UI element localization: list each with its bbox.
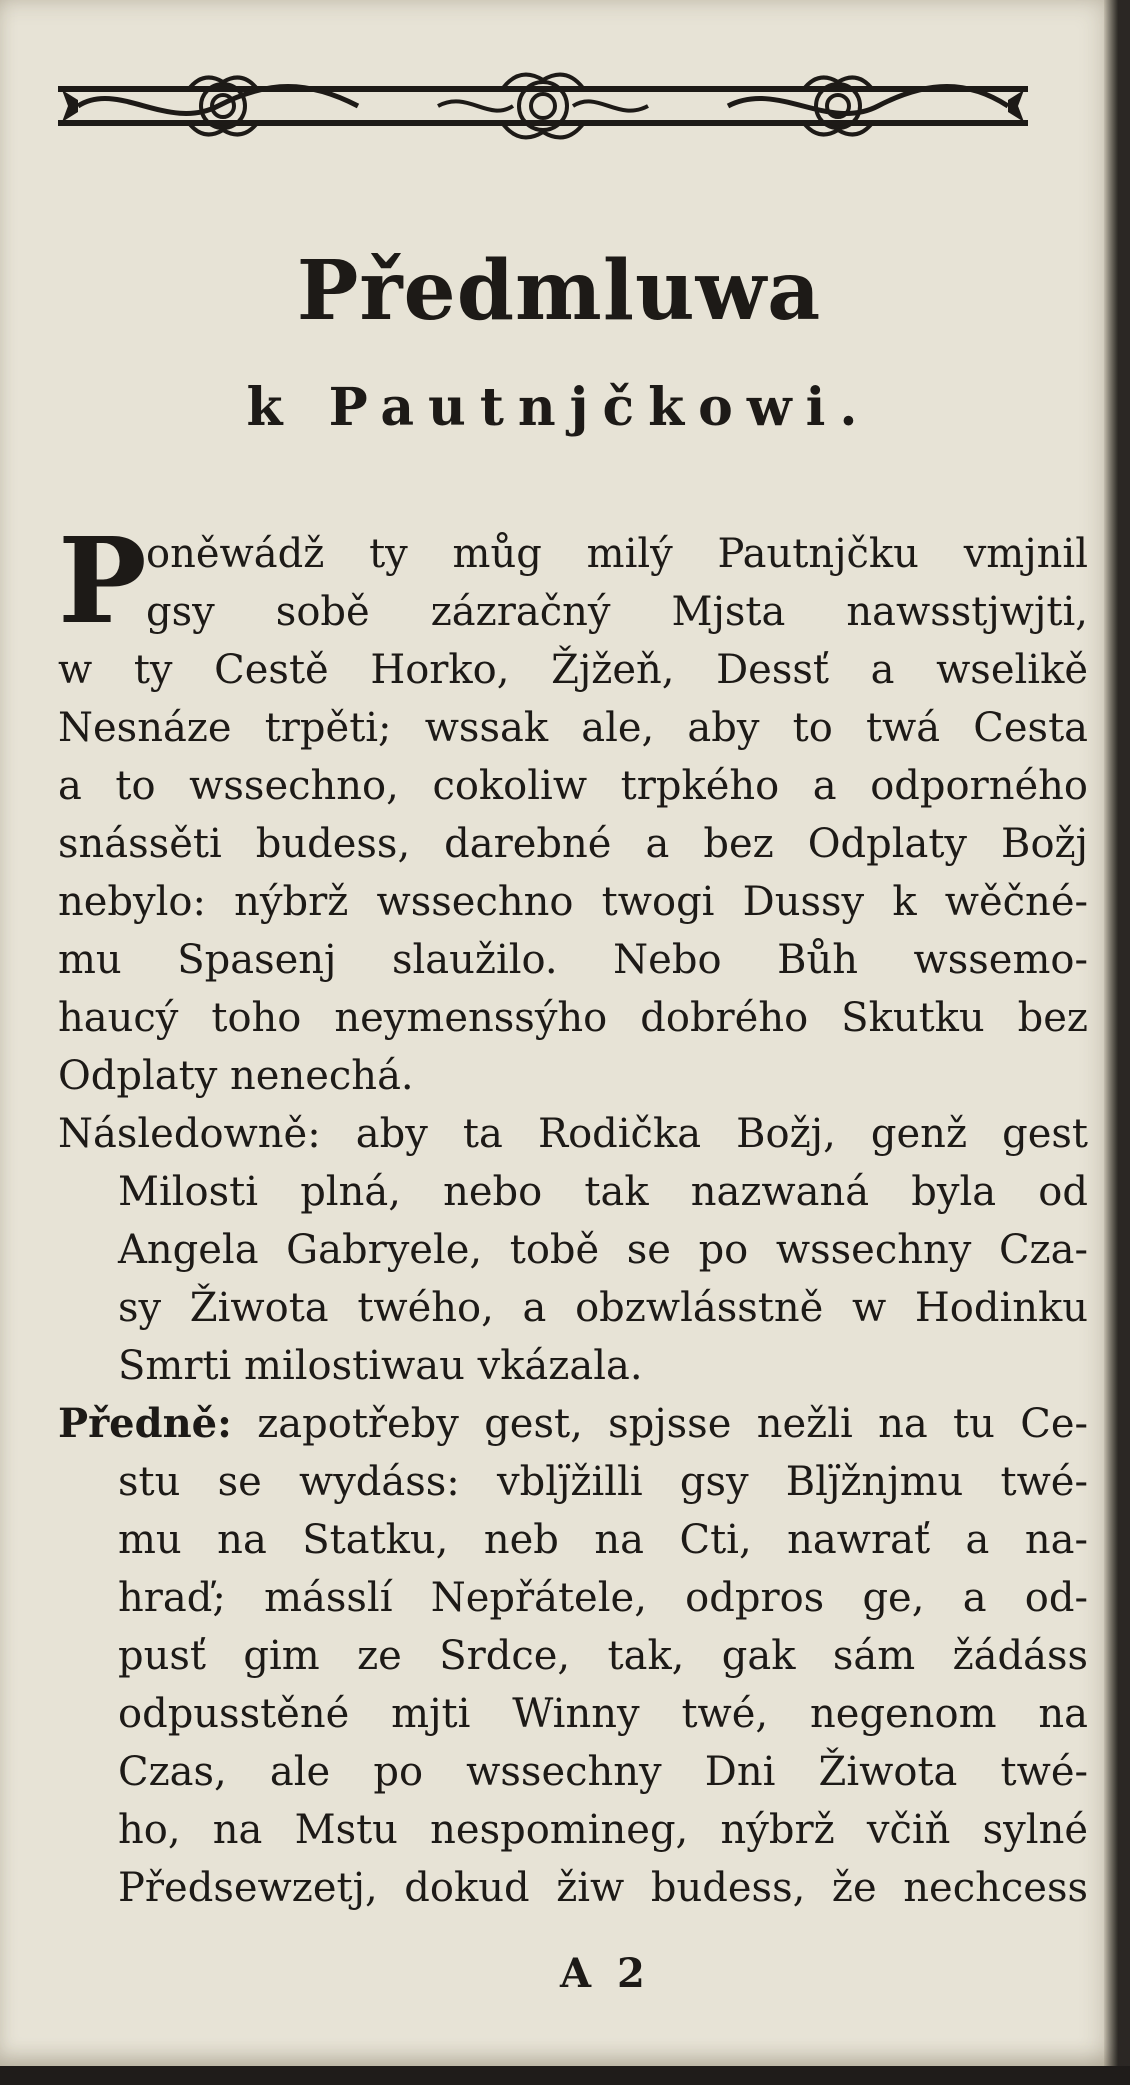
paragraph-2 <box>58 1105 1088 1395</box>
page-title: Předmluwa <box>296 243 822 339</box>
text-line: Odplaty nenechá. <box>58 1053 414 1099</box>
text-line: hraď; másslí Nepřátele, odpros ge, a od- <box>118 1575 1088 1621</box>
text-line: sy Žiwota twého, a obzwlásstně w Hodinku <box>118 1285 1088 1331</box>
body-text <box>58 511 1089 1917</box>
text-line: Milosti plná, nebo tak nazwaná byla od <box>118 1169 1088 1215</box>
text-line: snássěti budess, darebné a bez Odplaty Božj <box>58 821 1088 867</box>
text-line: a to wssechno, cokoliw trpkého a odporného <box>58 763 1088 809</box>
text-line: Czas, ale po wssechny Dni Žiwota twé- <box>118 1749 1088 1795</box>
floral-ornament-band <box>58 60 1028 152</box>
text-line: ho, na Mstu nespomineg, nýbrž včiň sylné <box>118 1807 1088 1853</box>
signature-mark: A 2 <box>560 1950 651 1997</box>
text-line: mu Spasenj slaužilo. Nebo Bůh wssemo- <box>58 937 1088 983</box>
scan-bottom-edge <box>0 2066 1130 2085</box>
text-line: Následowně: aby ta Rodička Božj, genž gest <box>58 1111 1088 1157</box>
text-line: oněwádž ty můg milý Pautnjčku vmjnil <box>146 531 1088 577</box>
text-line: nebylo: nýbrž wssechno twogi Dussy k wěčné- <box>58 879 1088 925</box>
paragraph-3 <box>58 1395 1088 1917</box>
paragraph-heading: Předně: <box>58 1400 232 1447</box>
text-line: Nesnáze trpěti; wssak ale, aby to twá Cesta <box>58 705 1088 751</box>
text-line: stu se wydáss: vblj̈žilli gsy Blj̈žnjmu twé- <box>118 1459 1088 1505</box>
text-line: pusť gim ze Srdce, tak, gak sám žádáss <box>118 1633 1088 1679</box>
text-line: Smrti milostiwau vkázala. <box>118 1343 643 1389</box>
text-line <box>58 1395 1088 1453</box>
text-line: odpusstěné mjti Winny twé, negenom na <box>118 1691 1088 1737</box>
paragraph-1 <box>58 511 1088 1105</box>
text-line: Angela Gabryele, tobě se po wssechny Cza- <box>118 1227 1088 1273</box>
text-line: Předsewzetj, dokud žiw budess, že nechcess <box>118 1865 1088 1911</box>
text-line: w ty Cestě Horko, Žjžeň, Dessť a wselikě <box>58 647 1088 693</box>
text-line: gsy sobě zázračný Mjsta nawsstjwjti, <box>146 589 1088 635</box>
text-line: mu na Statku, neb na Cti, nawrať a na- <box>118 1517 1088 1563</box>
rose-center <box>438 75 648 138</box>
text-line: haucý toho neymenssýho dobrého Skutku bez <box>58 995 1088 1041</box>
drop-cap: P <box>58 511 147 650</box>
page-edge-shadow <box>1104 0 1118 2066</box>
text-run: zapotřeby gest, spjsse nežli na tu Ce- <box>257 1401 1089 1447</box>
page-subtitle: k Pautnjčkowi. <box>246 377 872 438</box>
